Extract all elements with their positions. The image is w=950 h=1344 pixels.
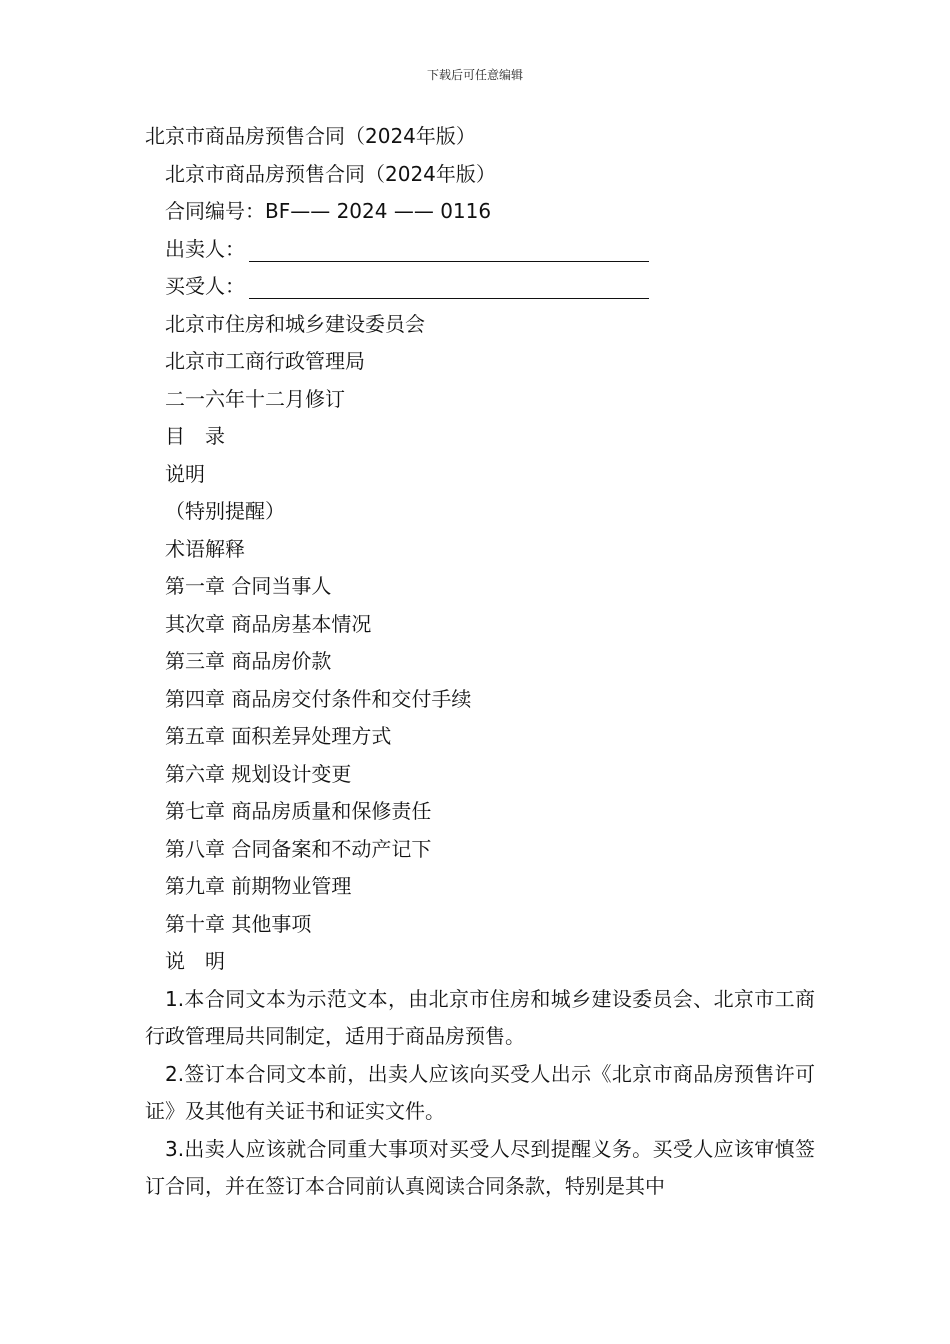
seller-label: 出卖人：: [165, 236, 245, 261]
revision-date: 二一六年十二月修订: [165, 386, 345, 411]
toc-item: （特别提醒）: [165, 499, 285, 523]
document-title: 北京市商品房预售合同（2024年版）: [145, 124, 476, 148]
toc-item: 第八章 合同备案和不动产记下: [165, 836, 432, 861]
issuer-industry-commerce-bureau: 北京市工商行政管理局: [165, 349, 365, 373]
toc-item: 术语解释: [165, 536, 245, 561]
toc-item: 其次章 商品房基本情况: [165, 611, 372, 636]
notes-paragraph: 1.本合同文本为示范文本，由北京市住房和城乡建设委员会、北京市工商行政管理局共同制定，适用于商品房预售。: [145, 986, 815, 1048]
issuer-housing-commission: 北京市住房和城乡建设委员会: [165, 311, 425, 336]
toc-heading: 目 录: [165, 424, 225, 448]
toc-item: 说明: [165, 461, 205, 486]
notes-paragraph: 2.签订本合同文本前，出卖人应该向买受人出示《北京市商品房预售许可证》及其他有关证书和证实文件。: [145, 1061, 815, 1123]
toc-item: 第六章 规划设计变更: [165, 761, 352, 786]
document-subtitle: 北京市商品房预售合同（2024年版）: [165, 161, 496, 186]
buyer-line: [145, 268, 815, 306]
document-body: [145, 118, 815, 1206]
seller-blank-field: [249, 239, 649, 262]
notes-heading: 说 明: [165, 949, 225, 973]
toc-item: 第一章 合同当事人: [165, 574, 332, 598]
table-of-contents: [145, 456, 815, 944]
toc-item: 第九章 前期物业管理: [165, 874, 352, 898]
toc-item: 第十章 其他事项: [165, 911, 312, 936]
toc-item: 第四章 商品房交付条件和交付手续: [165, 686, 472, 711]
notes-paragraph: 3.出卖人应该就合同重大事项对买受人尽到提醒义务。买受人应该审慎签订合同，并在签订本合同前认真阅读合同条款，特别是其中: [145, 1136, 815, 1198]
page-header-note: 下载后可任意编辑: [426, 68, 523, 82]
toc-item: 第七章 商品房质量和保修责任: [165, 799, 432, 823]
buyer-blank-field: [249, 276, 649, 299]
buyer-label: 买受人：: [165, 274, 245, 298]
toc-item: 第五章 面积差异处理方式: [165, 724, 392, 748]
contract-number: 合同编号：BF—— 2024 —— 0116: [165, 199, 492, 223]
notes-section: [145, 981, 815, 1206]
seller-line: [145, 231, 815, 269]
toc-item: 第三章 商品房价款: [165, 649, 332, 673]
